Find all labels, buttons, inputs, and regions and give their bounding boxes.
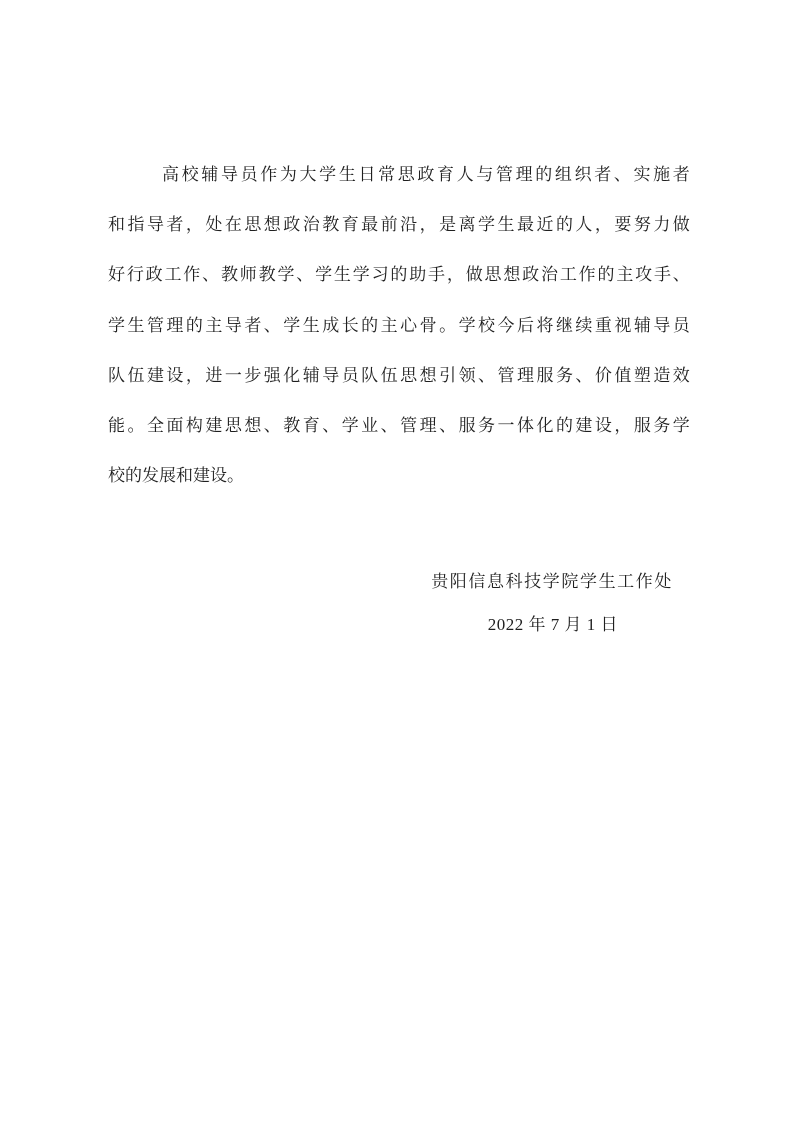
paragraph-line: 和指导者，处在思想政治教育最前沿，是离学生最近的人，要努力做	[108, 215, 690, 235]
paragraph-line: 学生管理的主导者、学生成长的主心骨。学校今后将继续重视辅导员	[108, 315, 690, 335]
paragraph-line: 能。全面构建思想、教育、学业、管理、服务一体化的建设，服务学	[108, 415, 690, 435]
signature-line: 贵阳信息科技学院学生工作处	[431, 572, 673, 591]
date-line: 2022 年 7 月 1 日	[487, 615, 618, 634]
paragraph-line: 高校辅导员作为大学生日常思政育人与管理的组织者、实施者	[162, 165, 690, 184]
body-paragraph	[108, 150, 690, 501]
paragraph-line: 校的发展和建设。	[108, 466, 244, 486]
paragraph-line: 队伍建设，进一步强化辅导员队伍思想引领、管理服务、价值塑造效	[108, 365, 690, 385]
paragraph-line: 好行政工作、教师教学、学生学习的助手，做思想政治工作的主攻手、	[108, 265, 690, 285]
